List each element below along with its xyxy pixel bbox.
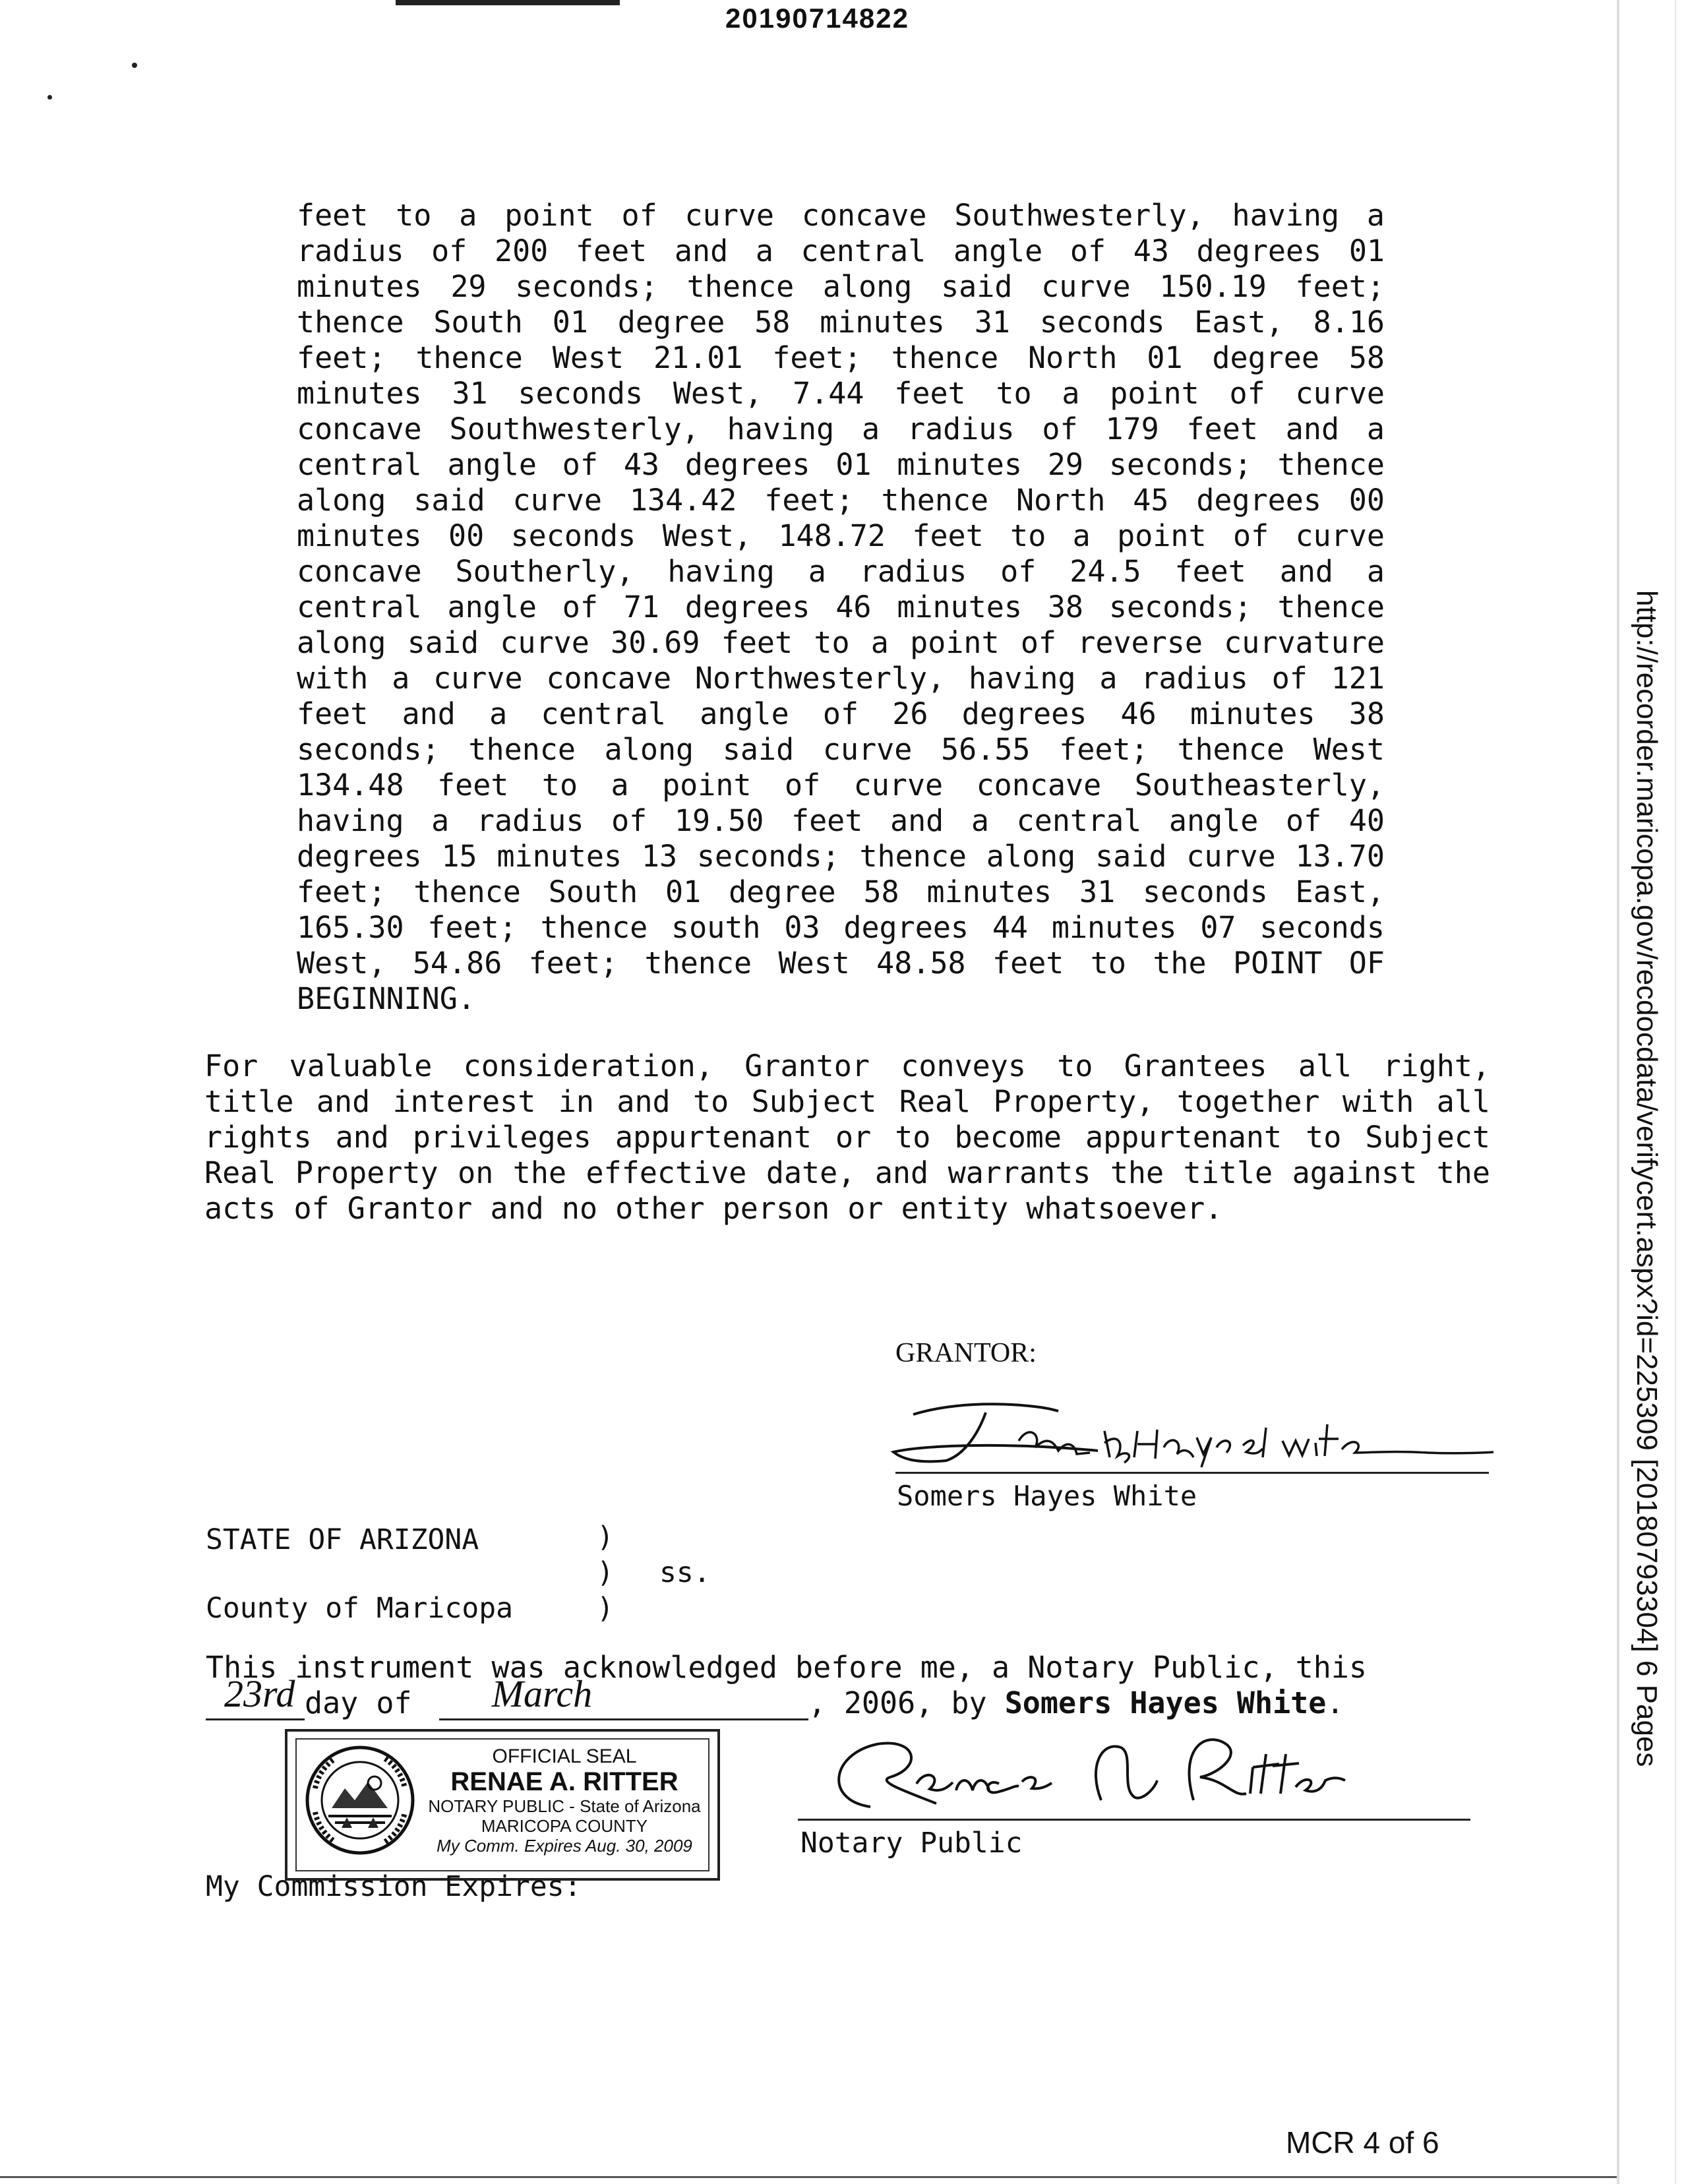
venue-ss: ss. [659, 1556, 711, 1589]
seal-expiration: My Comm. Expires Aug. 30, 2009 [437, 1836, 692, 1856]
venue-bracket: ) [597, 1521, 614, 1554]
day-blank [206, 1672, 305, 1720]
seal-state-line: NOTARY PUBLIC - State of Arizona [428, 1796, 701, 1816]
commission-expires-label: My Commission Expires: [206, 1870, 582, 1903]
venue-bracket: ) [597, 1556, 614, 1589]
arizona-state-seal-icon [302, 1742, 418, 1858]
verification-url: http://recorder.maricopa.gov/recdocdata/verifycert.aspx?id=225309 [20180793304] 6 Pages [1631, 590, 1663, 1767]
acknowledgment-line: This instrument was acknowledged before me, a Notary Public, this [206, 1650, 1367, 1685]
period: . [1326, 1685, 1344, 1720]
document-number: 20190714822 [725, 3, 909, 34]
redaction-mark [396, 0, 620, 5]
acknowledged-person: Somers Hayes White [1004, 1685, 1327, 1720]
month-blank [439, 1672, 808, 1720]
legal-description: feet to a point of curve concave Southwesterly, having a radius of 200 feet and a central angle of 43 degrees 01 minutes 29 seconds; thence along said curve 150.19 feet; thence South 01 degree 58 minutes 31 seconds East, 8.16 feet; thence West 21.01 feet; thence North 01 degree 58 minutes 31 seconds West, 7.44 feet to a point of curve concave Southwesterly, having a radius of 179 feet and a central angle of 43 degrees 01 minutes 29 seconds; thence along said curve 134.42 feet; thence North 45 degrees 00 minutes 00 seconds West, 148.72 feet to a point of curve concave Southerly, having a radius of 24.5 feet and a central angle of 71 degrees 46 minutes 38 seconds; thence along said curve 30.69 feet to a point of reverse curvature with a curve concave Northwesterly, having a radius of 121 feet and a central angle of 26 degrees 46 minutes 38 seconds; thence along said curve 56.55 feet; thence West 134.48 feet to a point of curve concave Southeasterly, having a radius of 19.50 feet and a central angle of 40 degrees 15 minutes 13 seconds; thence along said curve 13.70 feet; thence South 01 degree 58 minutes 31 seconds East, 165.30 feet; thence south 03 degrees 44 minutes 07 seconds West, 54.86 feet; thence West 48.58 feet to the POINT OF BEGINNING. [297, 198, 1385, 1016]
conveyance-paragraph: For valuable consideration, Grantor conveys to Grantees all right, title and interest in and to Subject Real Property, together with all rights and privileges appurtenant or to become appurtenant to Subject Real Property on the effective date, and warrants the title against the acts of Grantor and no other person or entity whatsoever. [204, 1048, 1490, 1226]
notary-public-label: Notary Public [800, 1827, 1023, 1860]
year-label: , 2006, by [808, 1685, 987, 1720]
notary-official-seal [285, 1729, 720, 1881]
handwritten-month: March [491, 1672, 593, 1715]
page-edge [1617, 0, 1619, 2184]
seal-notary-name: RENAE A. RITTER [450, 1767, 678, 1796]
venue-state: STATE OF ARIZONA [206, 1523, 479, 1556]
seal-title: OFFICIAL SEAL [492, 1745, 637, 1767]
notary-signature-line [798, 1819, 1470, 1821]
handwritten-day: 23rd [224, 1672, 295, 1715]
venue-bracket: ) [597, 1592, 614, 1625]
scan-speck [47, 95, 52, 100]
acknowledgment-date-line [206, 1672, 1492, 1720]
scan-speck [132, 63, 137, 68]
bottom-rule [0, 2176, 1617, 2178]
seal-text-block [413, 1746, 716, 1856]
notary-signature [824, 1728, 1385, 1813]
page-edge [1675, 0, 1676, 2184]
grantor-signature [887, 1391, 1493, 1471]
seal-county: MARICOPA COUNTY [481, 1816, 648, 1836]
venue-county: County of Maricopa [206, 1592, 513, 1625]
grantor-label: GRANTOR: [895, 1338, 1037, 1368]
grantor-name: Somers Hayes White [897, 1480, 1197, 1512]
grantor-signature-line [895, 1472, 1489, 1474]
page-marker: MCR 4 of 6 [1286, 2125, 1439, 2160]
day-of-label: day of [305, 1685, 412, 1720]
